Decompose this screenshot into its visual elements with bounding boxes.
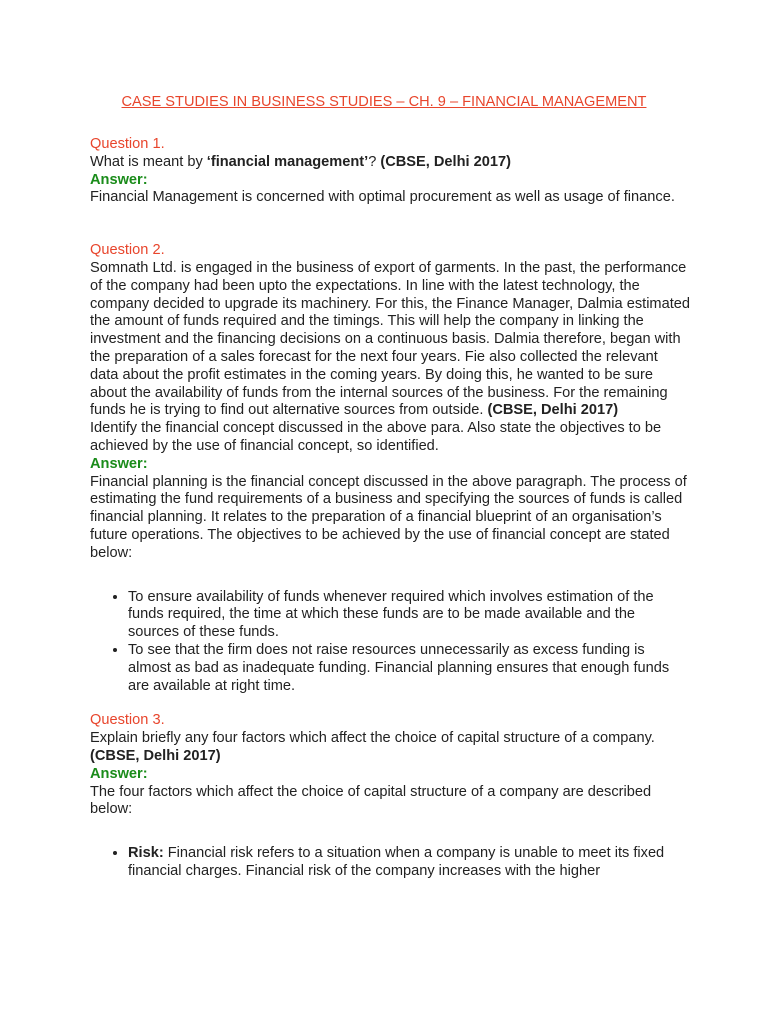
question-3-block: [90, 712, 690, 880]
question-2-passage: Somnath Ltd. is engaged in the business of export of garments. In the past, the performance of the company had been upto the expectations. In line with the latest technology, the company decided to upgrade its machinery. For this, the Finance Manager, Dalmia estimated the amount of funds required and the timings. This will help the company in linking the investment and the financing decisions on a continuous basis. Dalmia therefore, began with the preparation of a sales forecast for the next four years. Fie also collected the relevant data about the profit estimates in the coming years. By doing this, he wanted to be sure about the availability of funds from the internal sources of the business. For the remaining funds he is trying to find out alternative sources from outside.: [90, 259, 690, 419]
list-item: • To see that the firm does not raise resources unnecessarily as excess funding is almost as bad as inadequate funding. Financial planning ensures that enough funds are available at right time.: [128, 642, 690, 695]
answer-3-label: Answer:: [90, 765, 148, 782]
question-2-prompt: Identify the financial concept discussed in the above para. Also state the objectives to be achieved by the use of financial concept, so identified.: [90, 420, 662, 454]
question-2-block: [90, 242, 690, 695]
list-item: [128, 845, 690, 881]
answer-2-text: Financial planning is the financial concept discussed in the above paragraph. The process of estimating the fund requirements of a business and specifying the sources of funds is called financial planning. It relates to the preparation of a financial blueprint of an organisation’s future operations. The objectives to be achieved by the use of financial concept are stated below:: [90, 473, 687, 561]
question-1-text: [90, 154, 690, 172]
answer-2-bullet-list: [90, 589, 690, 696]
answer-2-label: Answer:: [90, 455, 148, 472]
answer-3-text: The four factors which affect the choice of capital structure of a company are described below:: [90, 783, 652, 818]
page-title: CASE STUDIES IN BUSINESS STUDIES – CH. 9 – FINANCIAL MANAGEMENT: [121, 94, 647, 110]
question-1-source: (CBSE, Delhi 2017): [380, 153, 511, 170]
list-item: • To ensure availability of funds whenever required which involves estimation of the funds required, the time at which these funds are to be made available and the sources of these funds.: [128, 589, 690, 642]
question-2-source: (CBSE, Delhi 2017): [487, 402, 619, 419]
answer-1-text: Financial Management is concerned with optimal procurement as well as usage of finance.: [90, 189, 675, 206]
question-3-label: Question 3.: [90, 712, 165, 729]
document-body: [90, 136, 690, 881]
question-3-text: Explain briefly any four factors which affect the choice of capital structure of a company.: [90, 730, 655, 747]
question-1-block: [90, 136, 690, 207]
answer-3-bullet-list: [90, 845, 690, 881]
bullet-term: Risk:: [128, 845, 164, 862]
question-1-term: ‘financial management’: [206, 153, 369, 170]
bullet-text: Financial risk refers to a situation when a company is unable to meet its fixed financial charges. Financial risk of the company increases with the higher: [128, 845, 665, 879]
question-3-source: (CBSE, Delhi 2017): [90, 747, 221, 764]
question-2-text: [90, 260, 690, 420]
question-2-label: Question 2.: [90, 242, 165, 259]
question-1-label: Question 1.: [90, 136, 165, 152]
question-1-text-pre: What is meant by: [90, 153, 207, 170]
answer-1-label: Answer:: [90, 171, 148, 188]
question-1-text-post: ?: [368, 153, 381, 170]
